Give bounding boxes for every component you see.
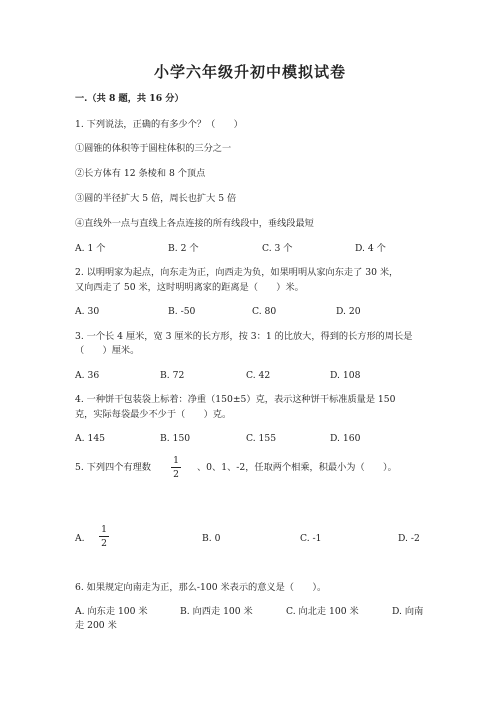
page-title: 小学六年级升初中模拟试卷	[153, 63, 346, 81]
section-heading: 一.（共 8 题，共 16 分）	[75, 93, 184, 104]
q6-option-d-continued: 走 200 米	[75, 620, 117, 631]
q4-option-b: B. 150	[160, 433, 191, 444]
q6-option-b: B. 向西走 100 米	[180, 606, 253, 617]
q1-statement-1: ①圆锥的体积等于圆柱体积的三分之一	[75, 143, 232, 154]
q5-fraction-numerator: 1	[173, 455, 179, 466]
q1-stem: 1. 下列说法，正确的有多少个？（ ）	[75, 119, 243, 130]
q5-fraction-denominator: 2	[173, 469, 179, 480]
q5-stem-end: 、0、1、-2，任取两个相乘，积最小为（ ）。	[197, 462, 397, 473]
q5-fraction	[171, 455, 181, 480]
q2-stem-line2: 又向西走了 50 米，这时明明离家的距离是（ ）米。	[75, 282, 304, 293]
q6-stem: 6. 如果规定向南走为正，那么-100 米表示的意义是（ ）。	[75, 582, 327, 593]
q5-option-c: C. -1	[300, 533, 322, 544]
q4-option-c: C. 155	[246, 433, 277, 444]
q1-option-a: A. 1 个	[75, 243, 106, 254]
q5-option-b: B. 0	[202, 533, 221, 544]
q3-stem-line1: 3. 一个长 4 厘米，宽 3 厘米的长方形，按 3：1 的比放大，得到的长方形的周长是	[75, 331, 413, 342]
q4-option-d: D. 160	[330, 433, 361, 444]
q1-statement-2: ②长方体有 12 条棱和 8 个顶点	[75, 168, 206, 179]
q1-statement-4: ④直线外一点与直线上各点连接的所有线段中，垂线段最短	[75, 218, 314, 229]
q4-stem-line2: 克，实际每袋最少不少于（ ）克。	[75, 409, 232, 420]
q3-stem-line2: （ ）厘米。	[75, 345, 140, 356]
fraction-bar	[171, 467, 181, 468]
q5-option-a-label: A.	[75, 533, 85, 544]
q6-option-d: D. 向南	[392, 606, 424, 617]
q6-option-a: A. 向东走 100 米	[75, 606, 148, 617]
q1-option-b: B. 2 个	[168, 243, 199, 254]
q6-option-c: C. 向北走 100 米	[286, 606, 359, 617]
q1-statement-3: ③圆的半径扩大 5 倍，周长也扩大 5 倍	[75, 193, 237, 204]
q1-option-d: D. 4 个	[355, 243, 386, 254]
q5-option-a-fraction	[99, 524, 109, 549]
q2-option-a: A. 30	[75, 306, 100, 317]
q4-option-a: A. 145	[75, 433, 106, 444]
q4-stem-line1: 4. 一种饼干包装袋上标着：净重（150±5）克，表示这种饼干标准质量是 150	[75, 394, 396, 405]
q1-option-c: C. 3 个	[262, 243, 293, 254]
q5-option-a-denominator: 2	[101, 538, 107, 549]
q5-option-a-numerator: 1	[101, 524, 107, 535]
fraction-bar	[99, 536, 109, 537]
q2-stem-line1: 2. 以明明家为起点，向东走为正，向西走为负，如果明明从家向东走了 30 米，	[75, 267, 399, 278]
q3-option-c: C. 42	[246, 370, 271, 381]
q3-option-b: B. 72	[160, 370, 185, 381]
q3-option-a: A. 36	[75, 370, 100, 381]
q2-option-c: C. 80	[252, 306, 277, 317]
q2-option-d: D. 20	[336, 306, 361, 317]
q5-option-d: D. -2	[398, 533, 420, 544]
q2-option-b: B. -50	[168, 306, 196, 317]
q5-stem-start: 5. 下列四个有理数	[75, 462, 151, 473]
q3-option-d: D. 108	[330, 370, 361, 381]
